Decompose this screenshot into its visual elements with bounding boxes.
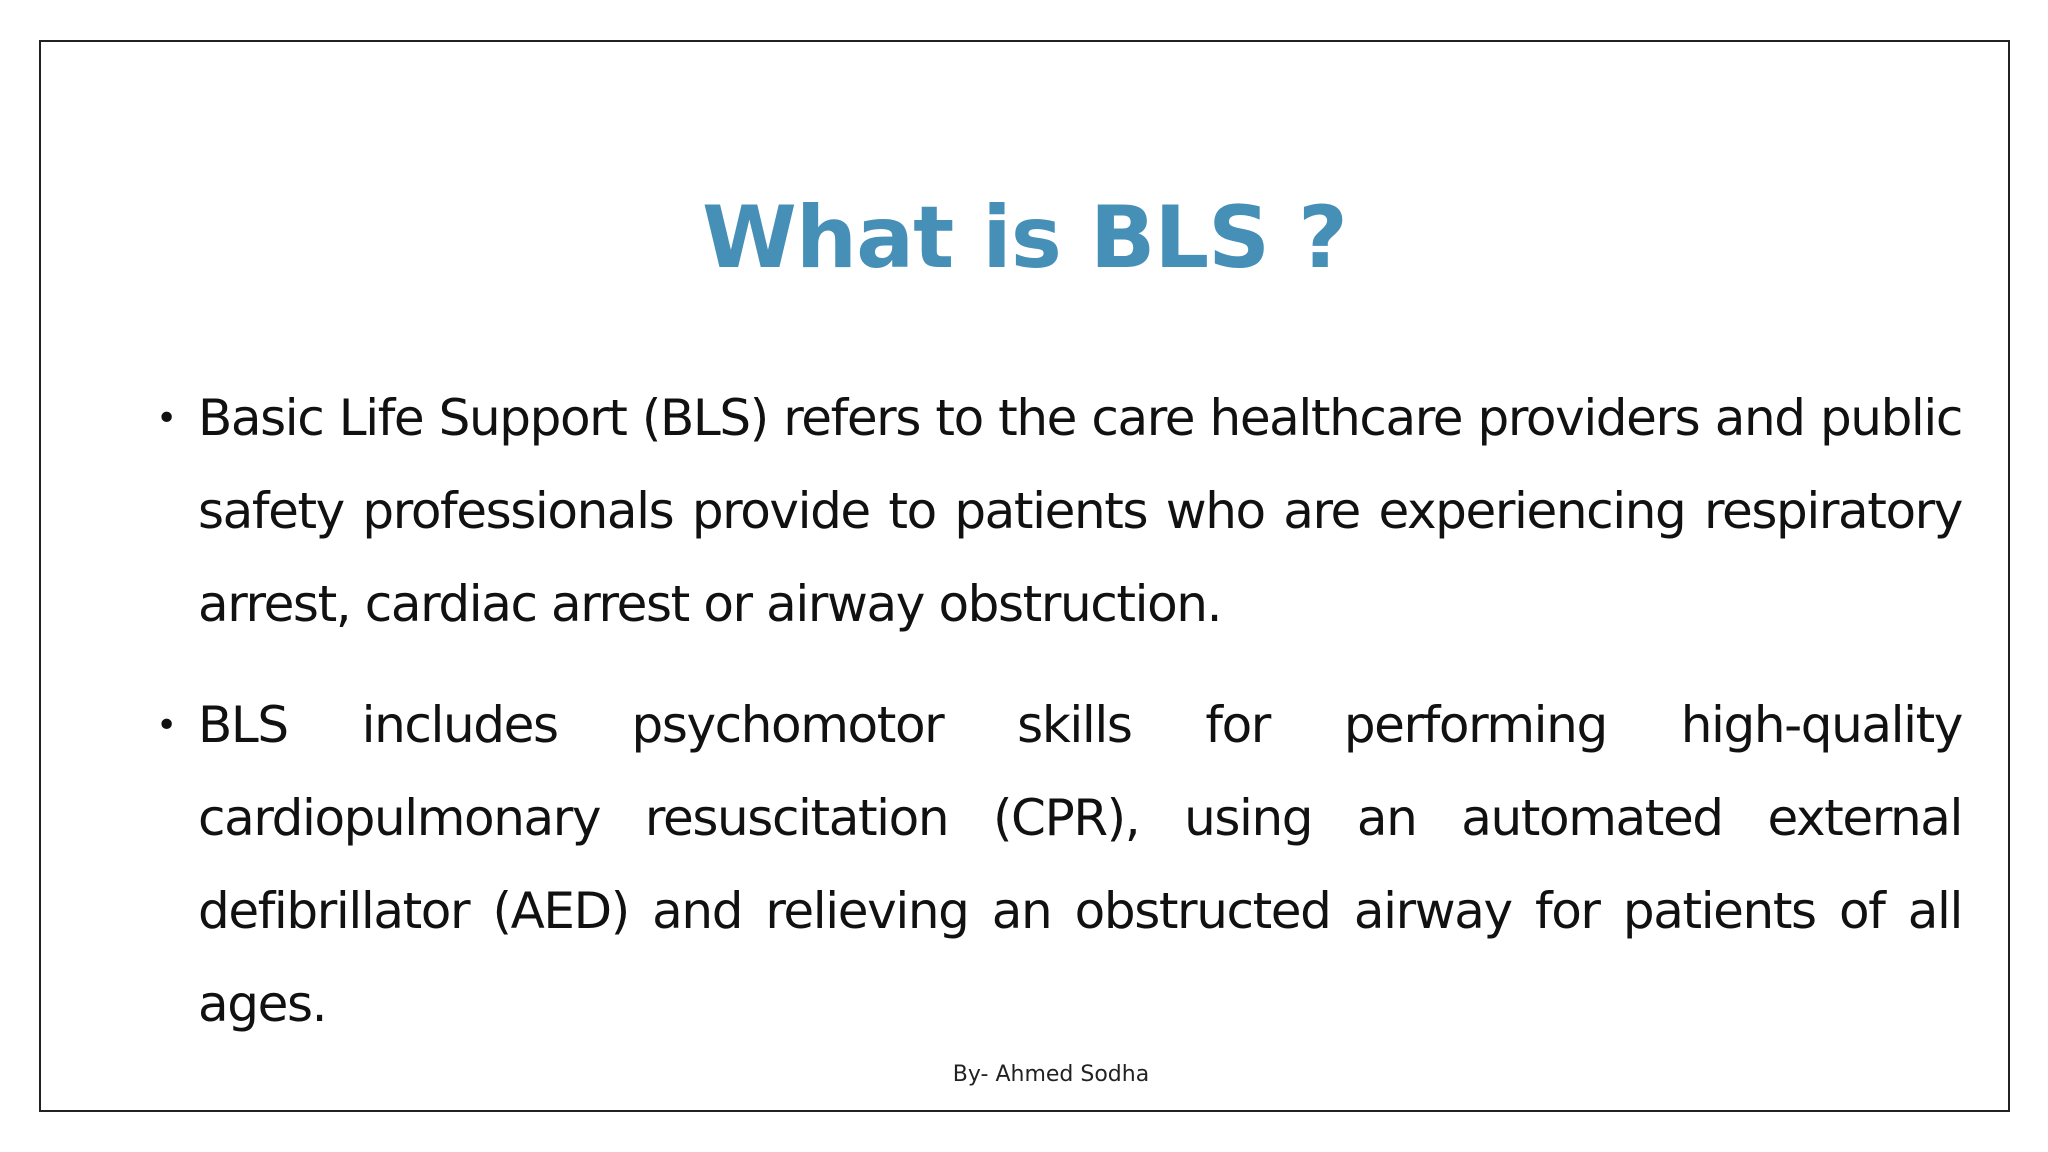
author-footer: By- Ahmed Sodha	[952, 1062, 1150, 1087]
bullet-item	[158, 679, 1962, 1051]
slide	[39, 40, 2010, 1112]
slide-title: What is BLS ?	[702, 188, 1347, 288]
bullet-item	[158, 372, 1962, 651]
bullet-marker: •	[156, 705, 178, 746]
bullet-text: BLS includes psychomotor skills for performing high-quality cardiopulmonary resuscitation (CPR), using an automated external defibrillator (AED) and relieving an obstructed airway for patients of all ages.	[198, 696, 1962, 1033]
bullet-text: Basic Life Support (BLS) refers to the care healthcare providers and public safety professionals provide to patients who are experiencing respiratory arrest, cardiac arrest or airway obstruction.	[198, 389, 1962, 633]
bullet-list	[41, 372, 2008, 1079]
bullet-marker: •	[156, 398, 178, 439]
